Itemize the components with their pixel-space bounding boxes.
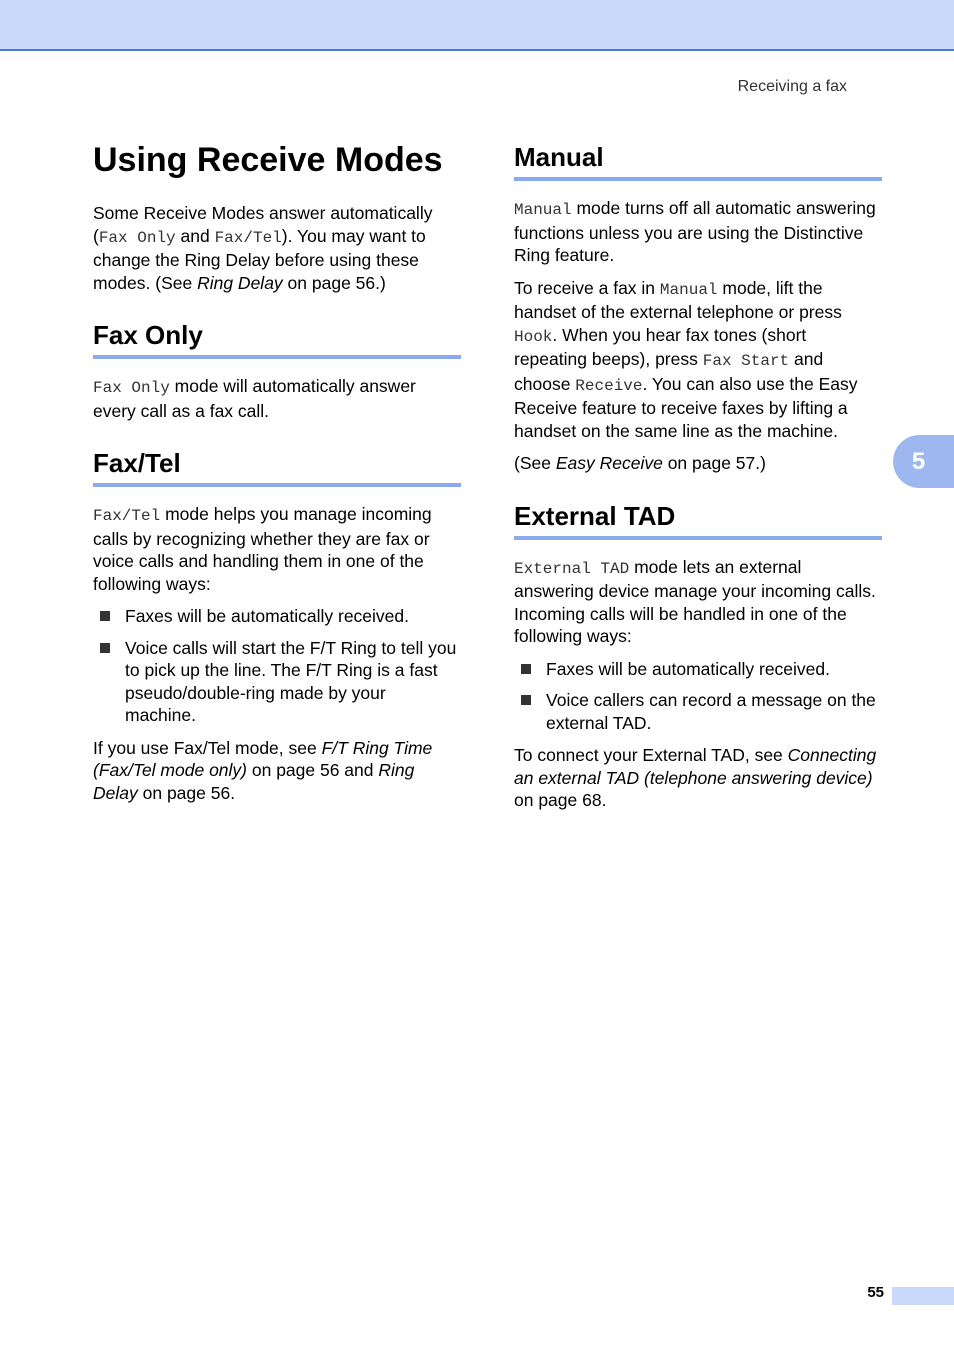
external-tad-bullet-list bbox=[514, 658, 882, 735]
square-bullet-icon bbox=[521, 695, 531, 705]
manual-paragraph-2: To receive a fax in Manual mode, lift the handset of the external telephone or press Hook. When you hear fax tones (short repeating beeps), press Fax Start and choose Receive. You can also use the Easy Receive feature to receive faxes by lifting a handset on the same line as the machine. bbox=[514, 277, 858, 441]
list-item: Faxes will be automatically received. bbox=[100, 605, 461, 628]
square-bullet-icon bbox=[100, 611, 110, 621]
external-tad-paragraph: External TAD mode lets an external answering device manage your incoming calls. Incoming calls will be handled in one of the following ways: bbox=[514, 556, 876, 646]
page-title: Using Receive Modes bbox=[93, 141, 443, 179]
xref-easy-receive[interactable]: Easy Receive bbox=[555, 453, 663, 473]
fax-tel-bullet-list bbox=[93, 605, 461, 727]
square-bullet-icon bbox=[521, 664, 531, 674]
left-column bbox=[93, 140, 461, 814]
heading-fax-only: Fax Only bbox=[93, 320, 461, 359]
xref-ring-delay[interactable]: Ring Delay bbox=[93, 760, 415, 803]
fax-only-paragraph: Fax Only mode will automatically answer every call as a fax call. bbox=[93, 376, 416, 421]
running-header: Receiving a fax bbox=[737, 78, 847, 95]
fax-tel-note: If you use Fax/Tel mode, see F/T Ring Time (Fax/Tel mode only) on page 56 and Ring Delay on page 56. bbox=[93, 737, 433, 803]
external-tad-note: To connect your External TAD, see Connecting an external TAD (telephone answering device) on page 68. bbox=[514, 745, 877, 810]
manual-paragraph-3: (See Easy Receive on page 57.) bbox=[514, 453, 766, 473]
footer-band bbox=[892, 1287, 954, 1305]
list-item: Voice callers can record a message on the external TAD. bbox=[521, 689, 882, 734]
heading-external-tad: External TAD bbox=[514, 501, 882, 540]
heading-fax-tel: Fax/Tel bbox=[93, 448, 461, 487]
xref-connecting-external-tad[interactable]: Connecting an external TAD (telephone answering device) bbox=[514, 745, 877, 788]
square-bullet-icon bbox=[100, 643, 110, 653]
heading-manual: Manual bbox=[514, 142, 882, 181]
intro-paragraph: Some Receive Modes answer automatically (Fax Only and Fax/Tel). You may want to change the Ring Delay before using these modes. (See Ring Delay on page 56.) bbox=[93, 203, 433, 293]
page-number: 55 bbox=[867, 1284, 884, 1301]
xref-ring-delay[interactable]: Ring Delay bbox=[197, 272, 283, 293]
fax-tel-paragraph: Fax/Tel mode helps you manage incoming calls by recognizing whether they are fax or voice calls and handling them in one of the following ways: bbox=[93, 504, 432, 594]
chapter-tab: 5 bbox=[893, 435, 954, 488]
manual-paragraph-1: Manual mode turns off all automatic answering functions unless you are using the Distinctive Ring feature. bbox=[514, 198, 876, 265]
xref-ft-ring-time[interactable]: F/T Ring Time (Fax/Tel mode only) bbox=[93, 737, 433, 780]
right-column bbox=[514, 142, 882, 822]
list-item: Voice calls will start the F/T Ring to tell you to pick up the line. The F/T Ring is a fast pseudo/double-ring made by your machine. bbox=[100, 637, 461, 727]
header-band bbox=[0, 0, 954, 51]
list-item: Faxes will be automatically received. bbox=[521, 658, 882, 681]
